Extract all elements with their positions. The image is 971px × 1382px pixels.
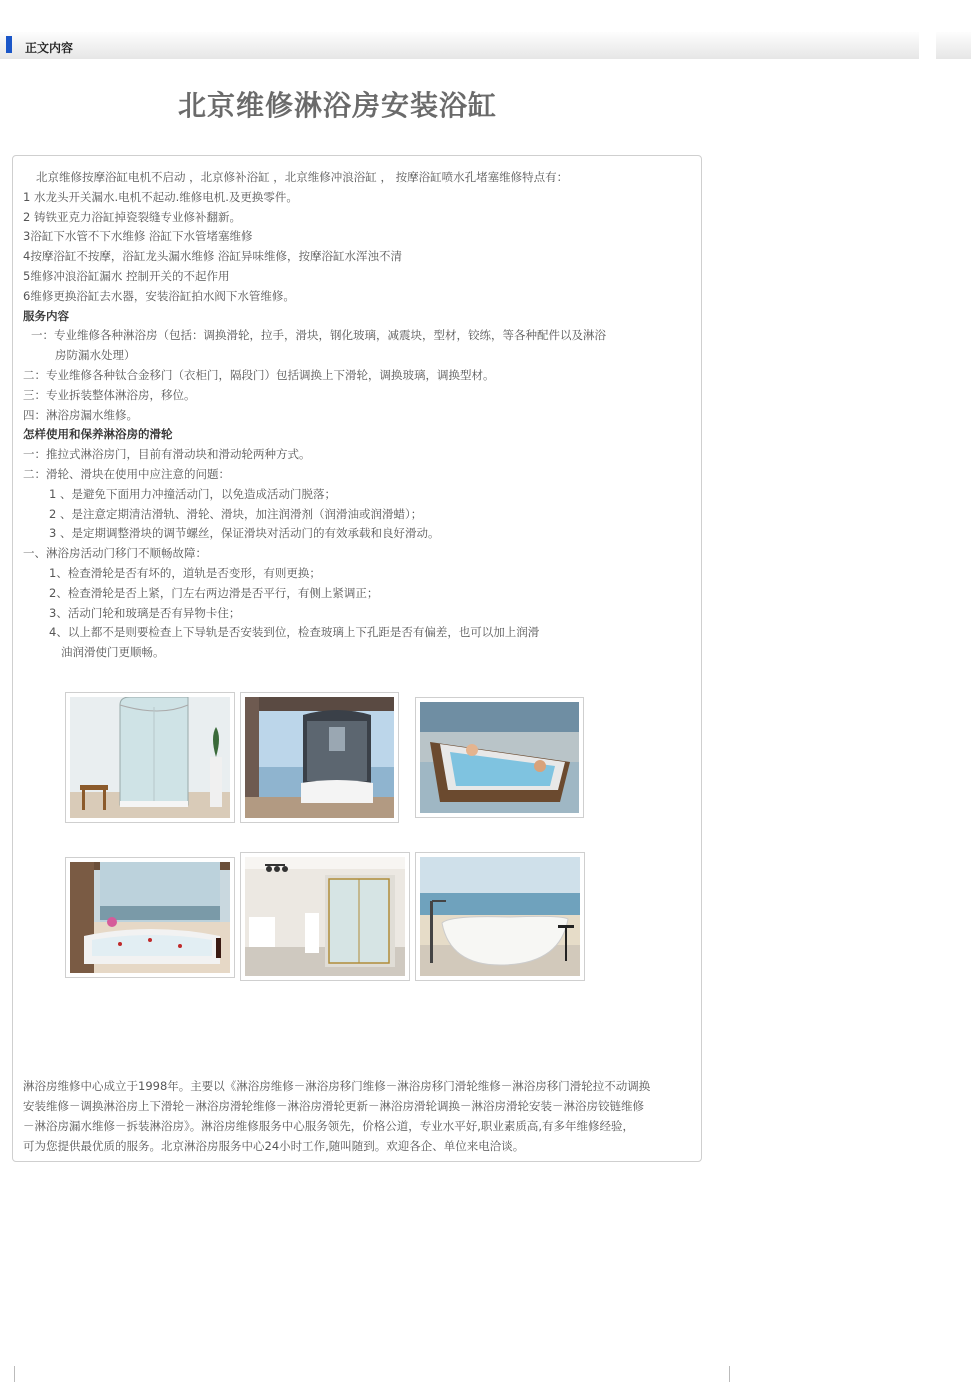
sub-list-item: 1、检查滑轮是否有坏的，道轨是否变形，有则更换； [49, 565, 321, 580]
list-item: 二：专业维修各种钛合金移门（衣柜门，隔段门）包括调换上下滑轮，调换玻璃，调换型材。 [23, 367, 495, 382]
footer-line: 安装维修－调换淋浴房上下滑轮－淋浴房滑轮维修－淋浴房滑轮更新－淋浴房滑轮调换－淋浴房滑轮安装－淋浴房铰链维修 [23, 1099, 644, 1113]
list-item: 四：淋浴房漏水维修。 [23, 407, 138, 422]
list-item: 二：滑轮、滑块在使用中应注意的问题： [23, 466, 230, 481]
list-item: 一：专业维修各种淋浴房（包括：调换滑轮，拉手，滑块，钢化玻璃，减震块，型材，铰练，等各种配件以及淋浴 [31, 328, 606, 343]
footer-description [23, 1076, 703, 1156]
list-item: 6维修更换浴缸去水器，安装浴缸拍水阀下水管维修。 [23, 288, 295, 303]
freestanding-bathtub-image [420, 857, 580, 976]
steam-shower-cabin-image [245, 697, 394, 818]
list-item: 一：推拉式淋浴房门，目前有滑动块和滑动轮两种方式。 [23, 447, 311, 462]
page-title: 北京维修淋浴房安装浴缸 [178, 89, 498, 122]
sub-list-item: 3 、是定期调整滑块的调节螺丝，保证滑块对活动门的有效承载和良好滑动。 [49, 526, 440, 541]
flower-bathtub-photo [65, 857, 235, 978]
intro-line: 北京维修按摩浴缸电机不启动 ，北京修补浴缸 ，北京维修冲浪浴缸 ， 按摩浴缸喷水孔堵塞维修特点有： [36, 170, 569, 184]
list-item: 一、淋浴房活动门移门不顺畅故障： [23, 546, 207, 561]
shower-enclosure-image [70, 697, 230, 818]
section-heading-maintenance: 怎样使用和保养淋浴房的滑轮 [23, 427, 173, 442]
list-item-continuation: 房防漏水处理） [55, 348, 136, 363]
article-body [23, 168, 693, 663]
header-bar-right-segment [936, 32, 971, 59]
bottom-divider-left [14, 1366, 15, 1382]
footer-line: －淋浴房漏水维修－拆装淋浴房》。淋浴房维修服务中心服务领先，价格公道，专业水平好,职业素质高,有多年维修经验， [23, 1119, 635, 1133]
section-header-label: 正文内容 [25, 41, 74, 55]
sub-list-item: 1 、是避免下面用力冲撞活动门，以免造成活动门脱落； [49, 486, 336, 501]
bottom-divider-right [729, 1366, 730, 1382]
header-accent-marker [6, 36, 12, 53]
sub-list-item: 4、以上都不是则要检查上下导轨是否安装到位，检查玻璃上下孔距是否有偏差，也可以加上润滑 [49, 625, 540, 640]
freestanding-bathtub-photo [415, 852, 585, 981]
shower-enclosure-photo [65, 692, 235, 823]
glass-shower-room-photo [240, 852, 410, 981]
steam-shower-cabin-photo [240, 692, 399, 823]
list-item: 5维修冲浪浴缸漏水 控制开关的不起作用 [23, 268, 230, 283]
sub-list-item: 2、检查滑轮是否上紧，门左右两边滑是否平行，有侧上紧调正； [49, 585, 379, 600]
list-item: 1 水龙头开关漏水.电机不起动.维修电机.及更换零件。 [23, 189, 298, 204]
section-header-bar [0, 32, 919, 59]
footer-line: 淋浴房维修中心成立于1998年。主要以《淋浴房维修－淋浴房移门维修－淋浴房移门滑轮维修－淋浴房移门滑轮拉不动调换 [23, 1079, 651, 1093]
list-item: 2 铸铁亚克力浴缸掉瓷裂缝专业修补翻新。 [23, 209, 241, 224]
sub-list-item: 2 、是注意定期清洁滑轨、滑轮、滑块，加注润滑剂（润滑油或润滑蜡）； [49, 506, 423, 521]
flower-bathtub-image [70, 862, 230, 973]
footer-line: 可为您提供最优质的服务。北京淋浴房服务中心24小时工作,随叫随到。欢迎各企、单位来电洽谈。 [23, 1139, 525, 1153]
list-item: 三：专业拆装整体淋浴房，移位。 [23, 387, 196, 402]
sub-list-item: 3、活动门轮和玻璃是否有异物卡住； [49, 605, 241, 620]
massage-bathtub-image [420, 702, 579, 813]
list-item: 3浴缸下水管不下水维修 浴缸下水管堵塞维修 [23, 229, 253, 244]
list-item: 4按摩浴缸不按摩，浴缸龙头漏水维修 浴缸异味维修，按摩浴缸水浑浊不清 [23, 249, 402, 264]
massage-bathtub-photo [415, 697, 584, 818]
glass-shower-room-image [245, 857, 405, 976]
section-heading-services: 服务内容 [23, 308, 69, 323]
sub-list-item-continuation: 油润滑使门更顺畅。 [61, 645, 165, 660]
